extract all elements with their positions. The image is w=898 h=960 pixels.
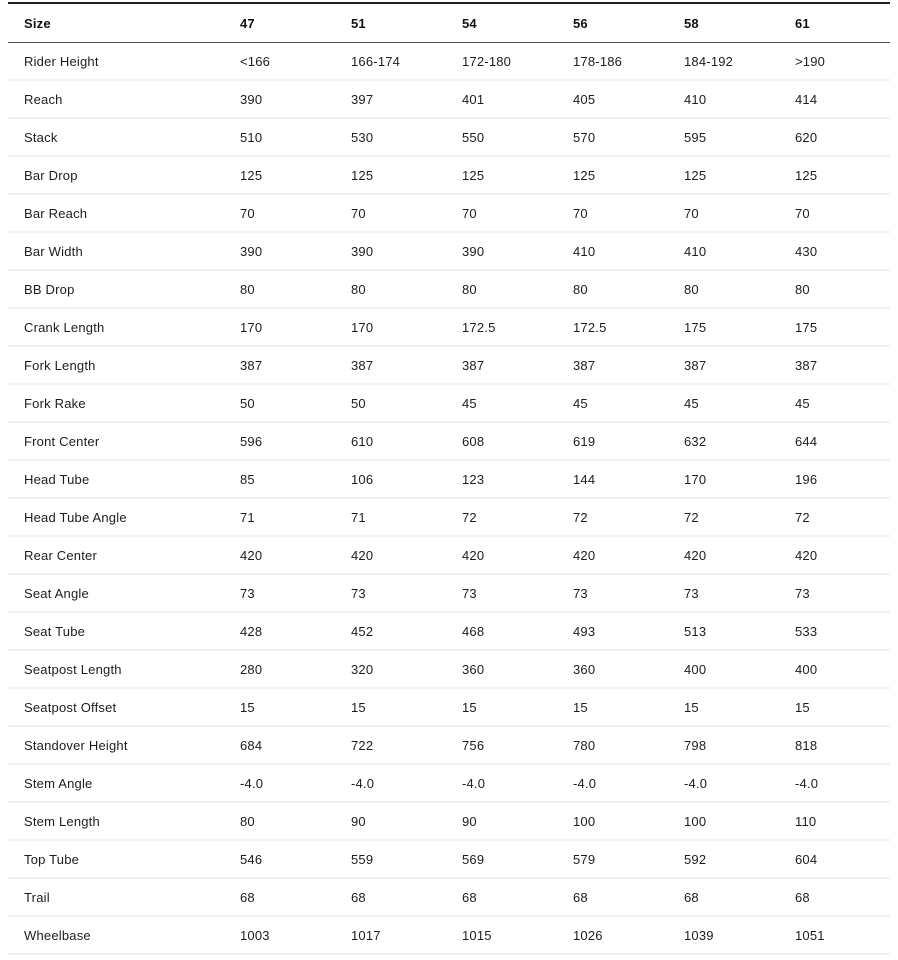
row-value: 70 — [795, 205, 810, 221]
row-value: 15 — [573, 699, 588, 715]
row-label: Wheelbase — [24, 927, 91, 943]
row-value: 780 — [573, 737, 596, 753]
row-label: Fork Rake — [24, 395, 86, 411]
row-value: 125 — [462, 167, 485, 183]
row-value: 400 — [684, 661, 707, 677]
table-row — [8, 156, 890, 194]
row-value: 170 — [240, 319, 263, 335]
header-size-label: Size — [24, 15, 51, 31]
row-value: 722 — [351, 737, 374, 753]
row-value: 684 — [240, 737, 263, 753]
row-value: 1003 — [240, 927, 270, 943]
row-value: 85 — [240, 471, 255, 487]
header-size-54: 54 — [462, 15, 477, 31]
row-label: Seat Tube — [24, 623, 86, 639]
row-label: Stem Length — [24, 813, 100, 829]
table-row — [8, 878, 890, 916]
row-value: 125 — [573, 167, 596, 183]
row-value: 818 — [795, 737, 818, 753]
row-label: Rear Center — [24, 547, 98, 563]
row-value: 184-192 — [684, 53, 734, 69]
table-row — [8, 118, 890, 156]
table-row — [8, 726, 890, 764]
table-row — [8, 840, 890, 878]
row-value: -4.0 — [462, 775, 486, 791]
row-value: 15 — [351, 699, 366, 715]
row-value: 80 — [351, 281, 366, 297]
row-value: >190 — [795, 53, 826, 69]
table-row — [8, 536, 890, 574]
row-value: 170 — [351, 319, 374, 335]
row-value: 125 — [240, 167, 263, 183]
row-value: 533 — [795, 623, 818, 639]
row-value: 175 — [684, 319, 707, 335]
row-value: 125 — [795, 167, 818, 183]
row-value: 50 — [351, 395, 366, 411]
row-value: -4.0 — [573, 775, 597, 791]
row-value: 1051 — [795, 927, 825, 943]
row-value: 100 — [684, 813, 707, 829]
row-label: Fork Length — [24, 357, 96, 373]
row-label: Head Tube — [24, 471, 90, 487]
row-value: 70 — [462, 205, 477, 221]
row-value: 420 — [684, 547, 707, 563]
row-value: 280 — [240, 661, 263, 677]
row-value: 390 — [240, 91, 263, 107]
row-label: Seat Angle — [24, 585, 89, 601]
row-value: 1026 — [573, 927, 603, 943]
row-value: 420 — [795, 547, 818, 563]
row-label: Rider Height — [24, 53, 99, 69]
header-row — [8, 3, 890, 43]
row-value: 387 — [462, 357, 485, 373]
table-row — [8, 270, 890, 308]
row-value: 546 — [240, 851, 263, 867]
row-value: 559 — [351, 851, 374, 867]
row-value: 410 — [684, 91, 707, 107]
row-value: 550 — [462, 129, 485, 145]
table-row — [8, 346, 890, 384]
table-row — [8, 498, 890, 536]
row-value: 619 — [573, 433, 596, 449]
row-value: 530 — [351, 129, 374, 145]
row-value: 320 — [351, 661, 374, 677]
row-value: 73 — [462, 585, 477, 601]
table-row — [8, 232, 890, 270]
row-value: 1039 — [684, 927, 714, 943]
row-value: 172.5 — [462, 319, 496, 335]
table-row — [8, 916, 890, 954]
row-value: <166 — [240, 53, 271, 69]
table-row — [8, 688, 890, 726]
row-value: 390 — [351, 243, 374, 259]
row-value: 80 — [462, 281, 477, 297]
row-value: 387 — [240, 357, 263, 373]
row-value: 172.5 — [573, 319, 607, 335]
header-size-51: 51 — [351, 15, 366, 31]
row-value: 420 — [240, 547, 263, 563]
row-label: Stack — [24, 129, 58, 145]
row-label: Bar Reach — [24, 205, 88, 221]
row-value: 569 — [462, 851, 485, 867]
row-value: 410 — [573, 243, 596, 259]
row-value: 390 — [240, 243, 263, 259]
row-value: 360 — [573, 661, 596, 677]
row-value: 632 — [684, 433, 707, 449]
row-value: 68 — [573, 889, 588, 905]
table-row — [8, 422, 890, 460]
row-value: 70 — [573, 205, 588, 221]
row-label: Bar Width — [24, 243, 83, 259]
row-value: 45 — [684, 395, 699, 411]
row-value: 45 — [573, 395, 588, 411]
row-value: -4.0 — [684, 775, 708, 791]
row-value: 123 — [462, 471, 485, 487]
row-label: Trail — [24, 889, 50, 905]
table-row — [8, 43, 890, 81]
row-value: 80 — [573, 281, 588, 297]
row-value: 493 — [573, 623, 596, 639]
row-value: 72 — [462, 509, 477, 525]
row-value: 110 — [795, 813, 817, 829]
row-value: 175 — [795, 319, 818, 335]
row-value: 90 — [351, 813, 366, 829]
row-value: 620 — [795, 129, 818, 145]
row-value: 510 — [240, 129, 263, 145]
row-value: 756 — [462, 737, 485, 753]
table-row — [8, 612, 890, 650]
header-size-47: 47 — [240, 15, 255, 31]
row-value: -4.0 — [240, 775, 264, 791]
row-label: Seatpost Length — [24, 661, 122, 677]
row-value: 428 — [240, 623, 263, 639]
row-label: Front Center — [24, 433, 100, 449]
table-row — [8, 650, 890, 688]
row-value: 595 — [684, 129, 707, 145]
row-value: 570 — [573, 129, 596, 145]
row-value: 70 — [684, 205, 699, 221]
row-value: 178-186 — [573, 53, 623, 69]
table-row — [8, 802, 890, 840]
row-value: 15 — [795, 699, 810, 715]
row-value: 80 — [684, 281, 699, 297]
row-value: 397 — [351, 91, 374, 107]
row-value: 196 — [795, 471, 818, 487]
table-row — [8, 764, 890, 802]
table-row — [8, 308, 890, 346]
row-value: 400 — [795, 661, 818, 677]
row-value: 68 — [351, 889, 366, 905]
row-value: 144 — [573, 471, 596, 487]
table-row — [8, 460, 890, 498]
row-value: 80 — [240, 281, 255, 297]
header-size-61: 61 — [795, 15, 810, 31]
row-value: 71 — [240, 509, 255, 525]
row-value: 72 — [573, 509, 588, 525]
row-value: 73 — [351, 585, 366, 601]
row-value: 468 — [462, 623, 485, 639]
row-value: 604 — [795, 851, 818, 867]
header-size-56: 56 — [573, 15, 588, 31]
row-value: 15 — [240, 699, 255, 715]
row-value: 73 — [684, 585, 699, 601]
row-value: 73 — [795, 585, 810, 601]
row-value: -4.0 — [795, 775, 819, 791]
row-value: 387 — [795, 357, 818, 373]
row-value: 387 — [351, 357, 374, 373]
row-value: 420 — [462, 547, 485, 563]
row-value: 45 — [462, 395, 477, 411]
row-value: 414 — [795, 91, 818, 107]
table-body — [8, 43, 890, 955]
row-value: 68 — [240, 889, 255, 905]
row-label: Seatpost Offset — [24, 699, 117, 715]
row-label: BB Drop — [24, 281, 75, 297]
row-value: 1017 — [351, 927, 381, 943]
row-value: 420 — [573, 547, 596, 563]
row-value: 1015 — [462, 927, 492, 943]
row-value: 405 — [573, 91, 596, 107]
table-row — [8, 194, 890, 232]
row-value: 430 — [795, 243, 818, 259]
row-value: 100 — [573, 813, 596, 829]
table-row — [8, 384, 890, 422]
row-value: 68 — [462, 889, 477, 905]
row-value: 73 — [240, 585, 255, 601]
row-value: 596 — [240, 433, 263, 449]
row-value: 70 — [240, 205, 255, 221]
row-value: 798 — [684, 737, 707, 753]
row-value: 172-180 — [462, 53, 512, 69]
row-value: 72 — [795, 509, 810, 525]
row-value: 125 — [684, 167, 707, 183]
row-value: 387 — [573, 357, 596, 373]
row-label: Head Tube Angle — [24, 509, 127, 525]
row-value: 390 — [462, 243, 485, 259]
row-value: 170 — [684, 471, 707, 487]
geometry-table — [8, 2, 890, 955]
row-value: 15 — [462, 699, 477, 715]
row-value: 15 — [684, 699, 699, 715]
row-value: 106 — [351, 471, 374, 487]
row-value: 71 — [351, 509, 366, 525]
row-value: 452 — [351, 623, 374, 639]
row-value: 401 — [462, 91, 485, 107]
row-value: 387 — [684, 357, 707, 373]
row-label: Bar Drop — [24, 167, 78, 183]
header-size-58: 58 — [684, 15, 699, 31]
row-label: Stem Angle — [24, 775, 93, 791]
row-label: Crank Length — [24, 319, 105, 335]
row-value: 579 — [573, 851, 596, 867]
row-label: Top Tube — [24, 851, 80, 867]
row-value: 513 — [684, 623, 707, 639]
row-value: 166-174 — [351, 53, 401, 69]
row-label: Reach — [24, 91, 63, 107]
row-value: 125 — [351, 167, 374, 183]
row-value: 90 — [462, 813, 477, 829]
row-value: 73 — [573, 585, 588, 601]
row-value: -4.0 — [351, 775, 375, 791]
row-value: 608 — [462, 433, 485, 449]
row-value: 80 — [795, 281, 810, 297]
row-value: 360 — [462, 661, 485, 677]
row-value: 592 — [684, 851, 707, 867]
row-value: 68 — [795, 889, 810, 905]
row-value: 80 — [240, 813, 255, 829]
row-label: Standover Height — [24, 737, 128, 753]
row-value: 420 — [351, 547, 374, 563]
table-row — [8, 80, 890, 118]
row-value: 50 — [240, 395, 255, 411]
row-value: 68 — [684, 889, 699, 905]
row-value: 644 — [795, 433, 818, 449]
row-value: 45 — [795, 395, 810, 411]
row-value: 610 — [351, 433, 374, 449]
row-value: 70 — [351, 205, 366, 221]
row-value: 72 — [684, 509, 699, 525]
table-row — [8, 574, 890, 612]
row-value: 410 — [684, 243, 707, 259]
